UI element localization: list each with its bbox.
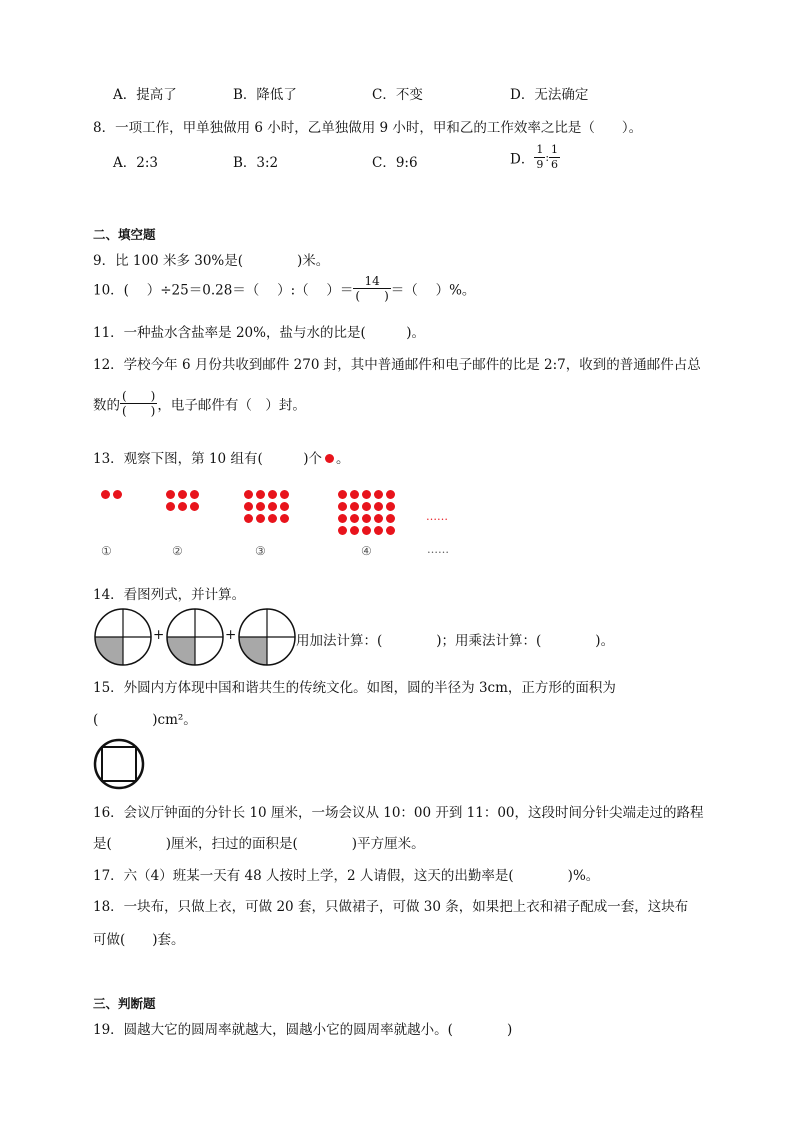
q13-text-body: 13．观察下图，第 10 组有( )个 [93,451,322,467]
section-title-fill-in: 二、填空题 [93,227,156,242]
dot-group-2 [166,490,199,511]
dot-group-1 [101,490,122,499]
q8-option-d-label: D． [510,151,535,168]
q12-frac-den: ( ) [122,404,156,418]
q17-text: 17．六（4）班某一天有 48 人按时上学，2 人请假，这天的出勤率是( )%。 [93,868,600,884]
quartered-circle-3 [237,607,297,667]
red-dot [190,490,199,499]
q12-suffix: ，电子邮件有（ ）封。 [157,397,306,414]
red-dot [101,490,110,499]
red-dot [362,526,371,535]
q10-before: 10．( ）÷25＝0.28＝（ ）:（ ）＝ [93,282,354,299]
q19-text: 19．圆越大它的圆周率就越大，圆越小它的圆周率就越小。( ) [93,1022,513,1038]
q8-option-b: B．3:2 [233,155,279,171]
q8-d-frac2-num: 1 [551,143,559,156]
red-dot [386,514,395,523]
quartered-circle-1 [93,607,153,667]
red-dot [280,514,289,523]
dots-ellipsis: …… [426,510,448,523]
red-dot [374,490,383,499]
red-dot [338,526,347,535]
red-dot [374,514,383,523]
q13-text-tail: 。 [335,451,350,467]
circle-with-inscribed-square [93,738,145,790]
red-dot [362,490,371,499]
red-dot [113,490,122,499]
red-dot [350,526,359,535]
q12-frac-num: ( ) [122,389,156,403]
q12-line1: 12．学校今年 6 月份共收到邮件 270 封，其中普通邮件和电子邮件的比是 2:7，收到的普通邮件占总 [93,357,701,373]
q8-text: 8．一项工作，甲单独做用 6 小时，乙单独做用 9 小时，甲和乙的工作效率之比是（ ）。 [93,120,643,136]
q11-text: 11．一种盐水含盐率是 20%，盐与水的比是( )。 [93,325,426,341]
red-dot [166,490,175,499]
red-dot [244,490,253,499]
group-label-4: ④ [361,544,372,558]
red-dot [256,502,265,511]
red-dot [338,490,347,499]
q8-option-c: C．9:6 [372,155,418,171]
q18-line1: 18．一块布，只做上衣，可做 20 套，只做裙子，可做 30 条，如果把上衣和裙子配成一套，这块布 [93,899,689,915]
red-dot [268,490,277,499]
red-dot [386,526,395,535]
q15-line2: ( )cm²。 [93,712,197,728]
labels-ellipsis: …… [427,543,449,556]
q13-text [93,447,349,467]
red-dot [374,502,383,511]
red-dot [190,502,199,511]
q9-text: 9．比 100 米多 30%是( )米。 [93,253,330,269]
q8-d-colon: : [545,151,550,164]
quartered-circle-2 [165,607,225,667]
q8-d-frac1-num: 1 [536,143,544,156]
red-dot [178,490,187,499]
red-dot [362,502,371,511]
red-dot-icon [325,454,334,463]
q8-d-fraction-2 [549,143,560,172]
q7-option-b: B．降低了 [233,87,297,103]
red-dot [350,490,359,499]
section-title-true-false: 三、判断题 [93,996,156,1011]
q10-text [93,274,475,303]
q8-option-a: A．2:3 [113,155,158,171]
group-label-2: ② [172,544,183,558]
red-dot [280,502,289,511]
red-dot [386,502,395,511]
q14-text: 14．看图列式，并计算。 [93,587,246,603]
red-dot [256,514,265,523]
red-dot [362,514,371,523]
q12-fraction [120,389,157,418]
red-dot [280,490,289,499]
q12-prefix: 数的 [93,397,120,414]
dot-group-4 [338,490,395,535]
red-dot [338,502,347,511]
red-dot [244,514,253,523]
q7-option-a: A．提高了 [113,87,177,103]
red-dot [178,502,187,511]
group-label-1: ① [101,544,112,558]
red-dot [386,490,395,499]
red-dot [350,502,359,511]
q10-fraction [353,274,390,303]
q12-line2 [93,389,306,418]
red-dot [338,514,347,523]
plus-sign-1: + [153,627,165,643]
q14-tail: 用加法计算：( )；用乘法计算：( )。 [296,633,615,649]
red-dot [256,490,265,499]
red-dot [166,502,175,511]
q7-option-c: C．不变 [372,87,423,103]
q8-d-frac2-den: 6 [551,158,559,171]
q16-line2: 是( )厘米，扫过的面积是( )平方厘米。 [93,836,425,852]
q10-frac-den: ( ) [355,289,389,303]
q8-d-fraction-1 [534,143,545,172]
q10-after: ＝（ ）%。 [390,282,476,299]
q8-d-frac1-den: 9 [536,158,544,171]
red-dot [268,502,277,511]
red-dot [268,514,277,523]
red-dot [350,514,359,523]
q8-option-d [510,143,560,172]
q7-option-d: D．无法确定 [510,87,589,103]
group-label-3: ③ [255,544,266,558]
q10-frac-num: 14 [353,274,390,289]
dot-group-3 [244,490,289,523]
q15-line1: 15．外圆内方体现中国和谐共生的传统文化。如图，圆的半径为 3cm，正方形的面积为 [93,680,616,696]
red-dot [374,526,383,535]
q16-line1: 16．会议厅钟面的分针长 10 厘米，一场会议从 10：00 开到 11：00，这段时间分针尖端走过的路程 [93,805,704,821]
red-dot [244,502,253,511]
plus-sign-2: + [225,627,237,643]
q18-line2: 可做( )套。 [93,932,185,948]
